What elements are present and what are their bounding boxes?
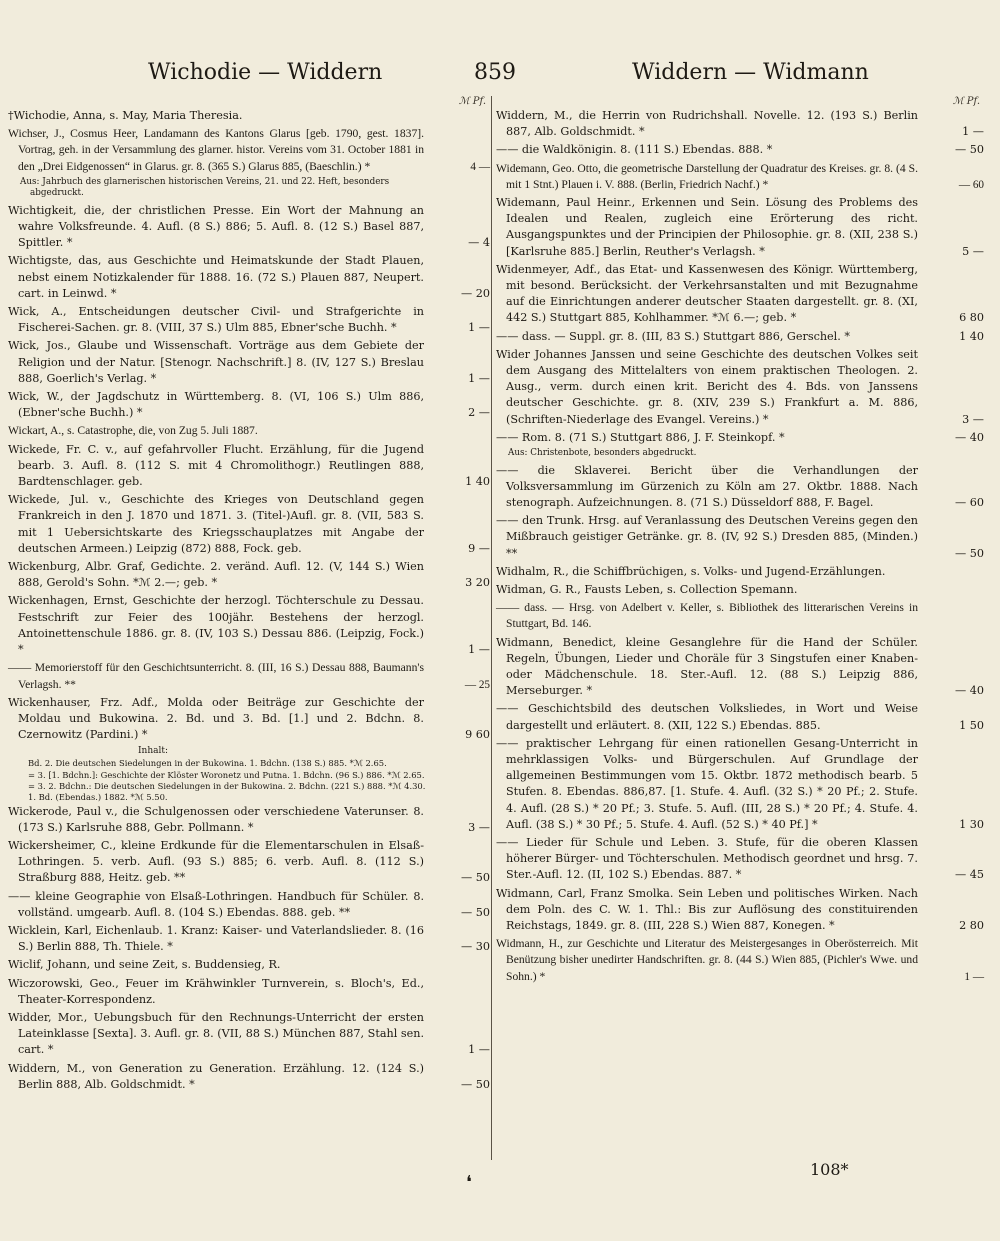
contents-line: Bd. 2. Die deutschen Siedelungen in der Bukowina. 1. Bdchn. (138 S.) 885. *ℳ 2.65. [28,758,387,769]
currency-header-right: ℳ Pf. [952,96,980,107]
entry-price: — 50 [955,546,984,560]
catalog-entry [8,203,490,252]
catalog-entry [8,695,490,744]
catalog-entry [8,976,490,1008]
catalog-entry [8,838,490,887]
catalog-entry [496,347,984,428]
entry-text: Wickenhagen, Ernst, Geschichte der herzogl. Töchterschule zu Dessau. Festschrift zur Feier des 100jähr. Bestehens der herzogl. Antoinettenschule 1886. gr. 8. (IV, 103 S.) Dessau 886. (Leipzig, Fock.) * [8,594,424,657]
entry-text: Wickede, Jul. v., Geschichte des Krieges von Deutschland gegen Frankreich in den J. 1870 und 1871. 3. (Titel-)Aufl. gr. 8. (VII, 583 S. mit 1 Uebersichtskarte des Kriegsschauplatzes mit Angabe der deutschen Armeen.) Leipzig (872) 888, Fock. geb. [8,493,424,555]
entry-text: —— dass. — Suppl. gr. 8. (III, 83 S.) Stuttgart 886, Gerschel. * [496,329,850,343]
catalog-entry [496,635,984,700]
catalog-entry [496,262,984,327]
catalog-entry [8,1061,490,1093]
catalog-entry [496,701,984,733]
entry-text: Wick, W., der Jagdschutz in Württemberg. 8. (VI, 106 S.) Ulm 886, (Ebner'sche Buchh.) * [8,390,424,420]
running-header [0,60,1000,96]
entry-price: — 20 [461,286,490,300]
entry-text: Wicklein, Karl, Eichenlaub. 1. Kranz: Kaiser- und Vaterlandslieder. 8. (16 S.) Berlin 888, Th. Thiele. * [8,923,424,954]
entry-price: — 60 [955,495,984,509]
catalog-entry [496,108,984,140]
right-entry-list [496,108,984,985]
entry-price: — 50 [461,1077,490,1091]
entry-text: Wickersheimer, C., kleine Erdkunde für die Elementarschulen in Elsaß-Lothringen. 5. verb. Aufl. (93 S.) 885; 6. verb. Aufl. 8. (112 S.) Straßburg 888, Heitz. geb. ** [8,838,424,885]
contents-line: = 3. 2. Bdchn.: Die deutschen Siedelungen in der Bukowina. 2. Bdchn. (221 S.) 888. *ℳ 4.30. [28,780,426,791]
entry-price: 9 60 [465,728,490,742]
column-divider [491,96,492,1160]
catalog-entry [8,889,490,921]
catalog-entry [8,338,490,387]
catalog-entry [8,108,490,124]
entry-text: Wiclif, Johann, und seine Zeit, s. Buddensieg, R. [8,958,281,972]
catalog-entry [496,582,984,598]
entry-text: Widdern, M., die Herrin von Rudrichshall. Novelle. 12. (193 S.) Berlin 887, Alb. Goldschmidt. * [496,109,918,139]
catalog-entry [496,463,984,512]
entry-text: —— den Trunk. Hrsg. auf Veranlassung des Deutschen Vereins gegen den Mißbrauch geistiger Getränke. gr. 8. (IV, 92 S.) Dresden 885, (Minden.) ** [496,514,918,560]
catalog-entry [8,559,490,591]
entry-text: Wichser, J., Cosmus Heer, Landamann des Kantons Glarus [geb. 1790, gest. 1837]. Vortrag, geh. in der Versammlung des glarner. histor. Vereins vom 31. October 1881 in den „Drei Eidgenossen“ in Glarus. gr. 8. (365 S.) Glarus 885, (Baeschlin.) * [8,127,424,173]
entry-text: Wider Johannes Janssen und seine Geschichte des deutschen Volkes seit dem Ausgang des Mittelalters von einem praktischen Theologen. 2. Ausg., verm. durch einen krit. Bericht des 4. Bds. von Janssens deutscher Geschichte. gr. 8. (XIV, 239 S.) Frankfurt a. M. 886, (Schriften-Niederlage des Evangel. Vereins.) * [496,347,918,426]
left-entry-list [8,108,490,1093]
entry-text: Wickerode, Paul v., die Schulgenossen oder verschiedene Vaterunser. 8. (173 S.) Karlsruhe 888, Gebr. Pollmann. * [8,804,424,834]
catalog-entry [8,423,490,439]
right-column [496,96,984,987]
entry-text: —— die Sklaverei. Bericht über die Verhandlungen der Volksversammlung im Gürzenich zu Köln am 27. Oktbr. 1888. Nach stenograph. Aufzeichnungen. 8. (71 S.) Düsseldorf 888, F. Bagel. [496,463,918,509]
entry-price: 6 80 [959,311,984,325]
entry-price: — 4 [468,236,490,250]
catalog-entry [8,304,490,336]
catalog-entry [8,593,490,658]
entry-price: 1 50 [959,718,984,732]
entry-text: Wick, Jos., Glaube und Wissenschaft. Vorträge aus dem Gebiete der Religion und der Natur. [Stenogr. Nachschrift.] 8. (IV, 127 S.) Breslau 888, Goerlich's Verlag. * [8,339,424,385]
entry-text: Widemann, Geo. Otto, die geometrische Darstellung der Quadratur des Kreises. gr. 8. (4 S. mit 1 Stnt.) Plauen i. V. 888. (Berlin, Friedrich Nachf.) * [496,161,918,191]
contents-line: = 3. [1. Bdchn.]: Geschichte der Klöster Woronetz und Putna. 1. Bdchn. (96 S.) 886. *ℳ 2.65. [28,769,425,780]
entry-text: —— Lieder für Schule und Leben. 3. Stufe, für die oberen Klassen höherer Bürger- und Töchterschulen. Methodisch geordnet und hrsg. 7. Ster.-Aufl. 12. (II, 102 S.) Ebendas. 887. * [496,836,918,882]
entry-price: — 25 [464,678,490,691]
entry-text: —— kleine Geographie von Elsaß-Lothringen. Handbuch für Schüler. 8. vollständ. umgearb. Aufl. 8. (104 S.) Ebendas. 888. geb. ** [8,889,424,919]
entry-price: — 45 [955,868,984,882]
entry-text: —— Rom. 8. (71 S.) Stuttgart 886, J. F. Steinkopf. * [496,430,785,444]
entry-text: Wichtigste, das, aus Geschichte und Heimatskunde der Stadt Plauen, nebst einem Notizkalender für 1888. 16. (72 S.) Plauen 887, Neupert. cart. in Leinwd. * [8,254,424,300]
entry-text: Widenmeyer, Adf., das Etat- und Kassenwesen des Königr. Württemberg, mit besond. Berücksicht. der Verkehrsanstalten und mit Bezugnahme auf die Einrichtungen anderer deutscher Staaten dargestellt. gr. 8. (XI, 442 S.) Stuttgart 885, Kohlhammer. *ℳ 6.—; geb. * [496,262,918,325]
entry-price: 3 — [468,820,490,834]
catalog-entry [8,442,490,491]
entry-text: Wickede, Fr. C. v., auf gefahrvoller Flucht. Erzählung, für die Jugend bearb. 3. Aufl. 8. (112 S. mit 4 Chromolithogr.) Reutlingen 888, Bardtenschlager. geb. [8,442,424,489]
catalog-entry [496,513,984,562]
catalog-entry [8,1010,490,1059]
entry-price: 3 — [962,412,984,426]
entry-text: Widhalm, R., die Schiffbrüchigen, s. Volks- und Jugend-Erzählungen. [496,564,886,578]
entry-text: Widmann, Benedict, kleine Gesanglehre für die Hand der Schüler. Regeln, Übungen, Lieder und Choräle für 3 Singstufen einer Knaben- oder Mädchenschule. 18. Ster.-Aufl. 12. (88 S.) Leipzig 886, Merseburger. * [496,635,918,698]
entry-text: —— Geschichtsbild des deutschen Volksliedes, in Wort und Weise dargestellt und erläutert. 8. (XII, 122 S.) Ebendas. 885. [496,702,918,732]
catalog-entry [496,936,984,985]
entry-text: Widmann, H., zur Geschichte und Literatur des Meistergesanges in Oberösterreich. Mit Benützung bisher unedirter Handschriften. gr. 8. (44 S.) Wien 885, (Pichler's Wwe. und Sohn.) * [496,937,918,983]
entry-text: Wiczorowski, Geo., Feuer im Krähwinkler Turnverein, s. Bloch's, Ed., Theater-Korrespondenz. [8,976,424,1006]
catalog-entry [8,923,490,955]
entry-text: Wickart, A., s. Catastrophe, die, von Zug 5. Juli 1887. [8,424,258,438]
entry-text: Wickenhauser, Frz. Adf., Molda oder Beiträge zur Geschichte der Moldau und Bukowina. 2. Bd. und 3. Bd. [1.] und 2. Bdchn. 8. Czernowitz (Pardini.) * [8,695,424,742]
entry-text: —— die Waldkönigin. 8. (111 S.) Ebendas. 888. * [496,143,773,157]
catalog-entry [496,430,984,446]
entry-price: 1 — [962,125,984,139]
entry-price: 4 — [470,160,490,173]
contents-heading: Inhalt: [138,746,169,757]
catalog-entry [8,126,490,175]
footer-mark: ❛ [466,1172,472,1193]
entry-text: Widder, Mor., Uebungsbuch für den Rechnungs-Unterricht der ersten Lateinklasse [Sexta]. 3. Aufl. gr. 8. (VII, 88 S.) München 887, Stahl sen. cart. * [8,1010,424,1057]
entry-text: —— Memorierstoff für den Geschichtsunterricht. 8. (III, 16 S.) Dessau 888, Baumann's Verlagsh. ** [8,661,424,691]
catalog-entry [8,389,490,421]
page-number: 859 [474,60,516,85]
catalog-entry [8,957,490,973]
entry-price: 2 — [468,406,490,420]
entry-price: 5 — [962,244,984,258]
left-column [8,96,490,1095]
entry-price: — 30 [461,940,490,954]
entry-price: 1 — [468,643,490,657]
entry-note: Aus: Christenbote, besonders abgedruckt. [508,448,697,459]
entry-price: — 50 [461,905,490,919]
entry-price: 1 40 [959,329,984,343]
catalog-entry [496,600,984,632]
running-head-right: Widdern — Widmann [632,60,869,85]
catalog-entry [496,142,984,158]
catalog-entry [496,161,984,193]
catalog-entry [8,253,490,302]
entry-text: Widdern, M., von Generation zu Generation. Erzählung. 12. (124 S.) Berlin 888, Alb. Goldschmidt. * [8,1061,424,1091]
entry-text: —— praktischer Lehrgang für einen rationellen Gesang-Unterricht in mehrklassigen Volks- und Bürgerschulen. Auf Grundlage der allgemeinen Bestimmungen vom 15. Oktbr. 1872 methodisch bearb. 5 Stufen. 8. Ebendas. 886,87. [1. Stufe. 4. Aufl. (32 S.) * 20 Pf.; 2. Stufe. 4. Aufl. (28 S.) * 20 Pf.; 3. Stufe. 5. Aufl. (III, 28 S.) * 20 Pf.; 4. Stufe. 4. Aufl. (38 S.) * 30 Pf.; 5. Stufe. 4. Aufl. (52 S.) * 40 Pf.] * [496,736,918,831]
entry-note: Aus: Jahrbuch des glarnerischen historischen Vereins, 21. und 22. Heft, besonders abgedruckt. [20,176,390,199]
entry-price: 1 — [964,970,984,983]
entry-price: 1 — [468,1043,490,1057]
currency-header-left: ℳ Pf. [458,96,486,107]
entry-price: 1 30 [959,817,984,831]
catalog-entry [496,329,984,345]
entry-price: — 40 [955,684,984,698]
entry-text: Widmann, Carl, Franz Smolka. Sein Leben und politisches Wirken. Nach dem Poln. des C. W. 1. Thl.: Bis zur Auflösung des constituirenden Reichstags, 1849. gr. 8. (III, 228 S.) Wien 887, Konegen. * [496,886,918,933]
entry-price: 1 — [468,321,490,335]
entry-price: 2 80 [959,919,984,933]
catalog-entry [8,660,490,692]
entry-price: 9 — [468,541,490,555]
entry-text: Widman, G. R., Fausts Leben, s. Collection Spemann. [496,582,798,596]
entry-text: Wick, A., Entscheidungen deutscher Civil- und Strafgerichte in Fischerei-Sachen. gr. 8. (VIII, 37 S.) Ulm 885, Ebner'sche Buchh. * [8,305,424,335]
entry-text: Wichtigkeit, die, der christlichen Presse. Ein Wort der Mahnung an wahre Volksfreunde. 4. Aufl. (8 S.) 886; 5. Aufl. 8. (12 S.) Basel 887, Spittler. * [8,203,424,250]
entry-text: Widemann, Paul Heinr., Erkennen und Sein. Lösung des Problems des Idealen und Realen, zugleich eine Erörterung des richt. Ausgangspunktes und der Principien der Philosophie. gr. 8. (XII, 238 S.) [Karlsruhe 885.] Berlin, Reuther's Verlagsh. * [496,196,918,258]
catalog-entry [8,804,490,836]
catalog-entry [496,886,984,935]
catalog-entry [8,492,490,557]
catalog-entry [496,564,984,580]
entry-price: — 50 [461,871,490,885]
entry-text: Wickenburg, Albr. Graf, Gedichte. 2. veränd. Aufl. 12. (V, 144 S.) Wien 888, Gerold's Sohn. *ℳ 2.—; geb. * [8,560,424,590]
running-head-left: Wichodie — Widdern [148,60,383,85]
entry-price: 3 20 [465,576,490,590]
entry-price: 1 — [468,371,490,385]
signature-mark: 108* [810,1160,849,1179]
catalog-entry [496,835,984,884]
entry-price: — 50 [955,143,984,157]
entry-text: —— dass. — Hrsg. von Adelbert v. Keller, s. Bibliothek des litterarischen Vereins in Stuttgart, Bd. 146. [496,601,918,631]
contents-line: 1. Bd. (Ebendas.) 1882. *ℳ 5.50. [28,792,168,803]
catalog-entry [496,736,984,833]
entry-text: †Wichodie, Anna, s. May, Maria Theresia. [8,109,243,122]
entry-price: — 60 [958,178,984,191]
catalog-entry [496,195,984,260]
entry-price: — 40 [955,430,984,444]
entry-price: 1 40 [465,475,490,489]
